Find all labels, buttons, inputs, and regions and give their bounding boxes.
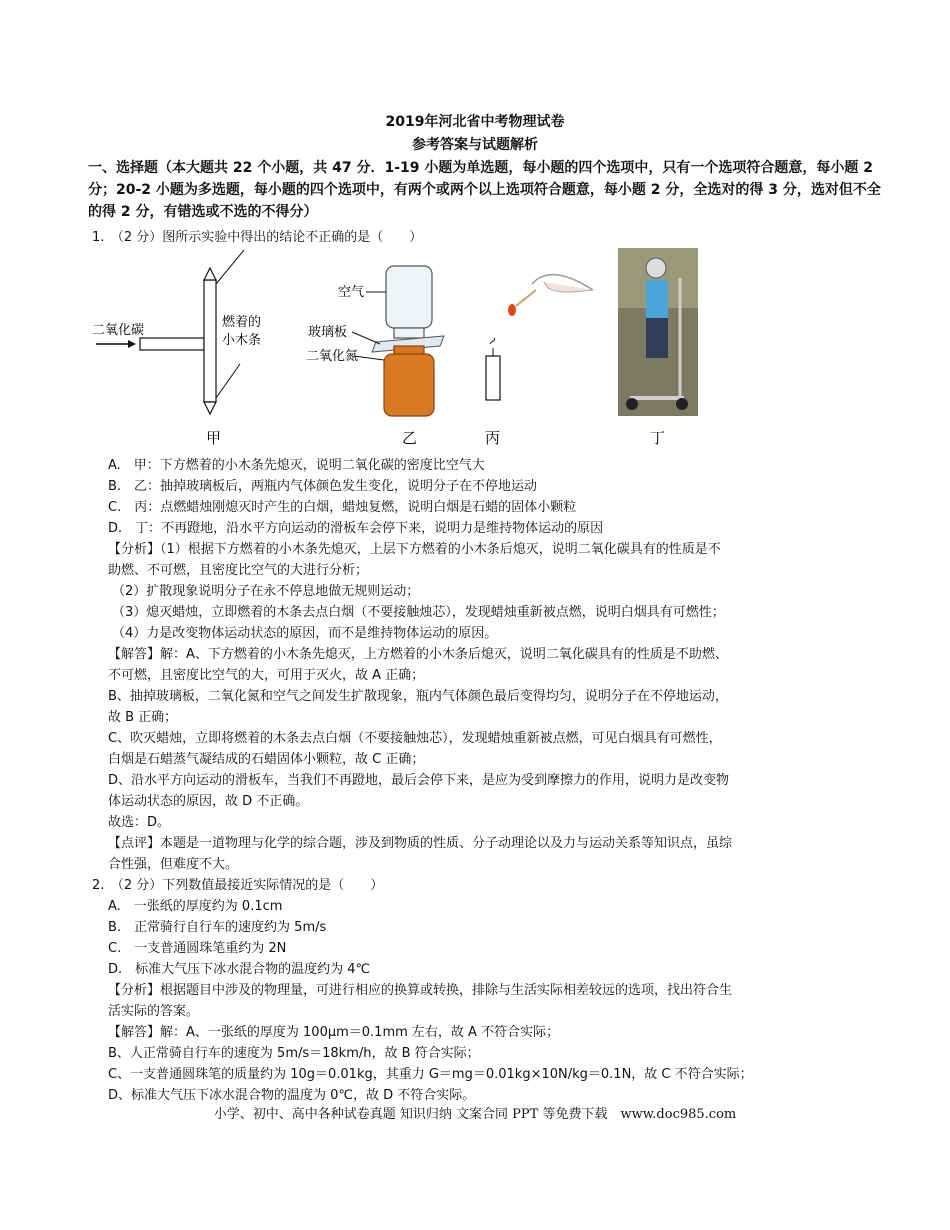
q1-stem: 1. （2 分）图所示实验中得出的结论不正确的是（ ） [92, 230, 423, 245]
q1-analysis-line: 助燃、不可燃，且密度比空气的大进行分析； [108, 563, 369, 578]
q2-option-b: B. 正常骑行自行车的速度约为 5m/s [108, 920, 327, 935]
q1-analysis-line: （4）力是改变物体运动状态的原因，而不是维持物体运动的原因。 [112, 626, 498, 641]
q1-option-c: C. 丙：点燃蜡烛刚熄灭时产生的白烟，蜡烛复燃，说明白烟是石蜡的固体小颗粒 [108, 500, 577, 515]
q1-option-a: A. 甲：下方燃着的小木条先熄灭，说明二氧化碳的密度比空气大 [108, 458, 485, 473]
label-air: 空气 [338, 285, 365, 300]
q1-analysis-line: （2）扩散现象说明分子在永不停息地做无规则运动； [112, 584, 420, 599]
pointer-line [354, 356, 384, 360]
q2-answer-line: D、标准大气压下冰水混合物的温度为 0℃，故 D 不符合实际。 [108, 1088, 476, 1103]
q1-answer-line: C、吹灭蜡烛，立即将燃着的木条去点白烟（不要接触烛芯），发现蜡烛重新被点燃，可见白烟具有可燃性， [108, 731, 722, 746]
pointer-line [216, 364, 240, 398]
figure-bing [485, 275, 593, 447]
wheel-icon [676, 398, 688, 410]
q2-option-c: C. 一支普通圆珠笔重约为 2N [108, 941, 287, 956]
child-pants [646, 318, 668, 358]
hand-icon [544, 282, 593, 292]
caption-bing: 丙 [485, 429, 501, 447]
pointer-line [352, 332, 380, 344]
wheel-icon [626, 398, 638, 410]
q2-answer-line: B、人正常骑自行车的速度为 5m/s＝18km/h，故 B 符合实际； [108, 1046, 480, 1061]
q1-comment-line: 合性强，但难度不大。 [108, 857, 239, 872]
candle [486, 356, 500, 400]
label-stick-1: 燃着的 [222, 315, 262, 330]
q2-analysis-line: 【分析】根据题目中涉及的物理量，可进行相应的换算或转换，排除与生活实际相差较远的选项，找出符合生 [108, 983, 733, 998]
figure-yi [306, 266, 444, 447]
page-footer[interactable]: 小学、初中、高中各种试卷真题 知识归纳 文案合同 PPT 等免费下载 www.doc985.com [213, 1107, 737, 1122]
q1-answer-line: D、沿水平方向运动的滑板车，当我们不再蹬地，最后会停下来，是应为受到摩擦力的作用，说明力是改变物 [108, 773, 730, 788]
helmet-icon [646, 258, 666, 278]
caption-yi: 乙 [402, 429, 418, 447]
q2-stem: 2. （2 分）下列数值最接近实际情况的是（ ） [92, 878, 384, 893]
tube-top-tip [204, 268, 216, 280]
q2-option-d: D. 标准大气压下冰水混合物的温度约为 4℃ [108, 962, 371, 977]
page-subtitle: 参考答案与试题解析 [412, 137, 538, 153]
q1-answer-line: 【解答】解：A、下方燃着的小木条先熄灭，上方燃着的小木条后熄灭，说明二氧化碳具有的性质是不助燃、 [108, 647, 728, 662]
arrow-head-icon [128, 340, 136, 348]
q2-option-a: A. 一张纸的厚度约为 0.1cm [108, 899, 283, 914]
match-stick [516, 290, 536, 306]
caption-jia: 甲 [206, 429, 222, 447]
page-title: 2019年河北省中考物理试卷 [385, 114, 565, 130]
q1-analysis-line: 【分析】（1）根据下方燃着的小木条先熄灭，上层下方燃着的小木条后熄灭，说明二氧化碳具有的性质是不 [108, 542, 721, 557]
q1-figure [88, 248, 708, 448]
tube-bottom-tip [204, 402, 216, 414]
q2-answer-line: C、一支普通圆珠笔的质量约为 10g＝0.01kg，其重力 G＝mg＝0.01kg×10N/kg＝0.1N，故 C 不符合实际； [108, 1067, 753, 1082]
q1-answer-line: 故 B 正确； [108, 710, 178, 725]
figure-jia [92, 250, 261, 447]
q2-answer-line: 【解答】解：A、一张纸的厚度为 100μm＝0.1mm 左右，故 A 不符合实际； [108, 1025, 560, 1040]
label-stick-2: 小木条 [222, 333, 262, 348]
label-co2: 二氧化碳 [92, 323, 145, 338]
q1-answer-line: 白烟是石蜡蒸气凝结成的石蜡固体小颗粒，故 C 正确； [108, 752, 425, 767]
upper-bottle-neck [394, 328, 424, 338]
section-heading: 一、选择题（本大题共 22 个小题，共 47 分．1-19 小题为单选题，每小题的四个选项中，只有一个选项符合题意，每小题 2 分；20-2 小题为多选题，每小题的四个选项中，有两个或两个以上选项符合题意，每小题 2 分，全选对的得 3 分，选对但不全的得 2 分，有错选或不选的不得分） [88, 160, 881, 220]
flame-icon [508, 304, 516, 316]
figure-ding [618, 248, 698, 447]
q1-answer-line: 故选：D。 [108, 815, 171, 830]
q1-answer-line: 体运动状态的原因，故 D 不正确。 [108, 794, 309, 809]
q1-option-d: D. 丁：不再蹬地，沿水平方向运动的滑板车会停下来，说明力是维持物体运动的原因 [108, 521, 604, 536]
label-glass: 玻璃板 [308, 325, 348, 340]
inlet-tube [140, 338, 204, 350]
lower-bottle [384, 354, 434, 416]
wick-smoke-icon [490, 338, 495, 356]
vertical-tube [204, 280, 216, 402]
q1-answer-line: 不可燃，且密度比空气的大，可用于灭火，故 A 正确； [108, 668, 425, 683]
q1-answer-line: B、抽掉玻璃板，二氧化氮和空气之间发生扩散现象，瓶内气体颜色最后变得均匀，说明分子在不停地运动， [108, 689, 728, 704]
q1-comment-line: 【点评】本题是一道物理与化学的综合题，涉及到物质的性质、分子动理论以及力与运动关系等知识点，虽综 [108, 836, 733, 851]
child-shirt [646, 280, 668, 318]
pointer-line [216, 250, 244, 284]
q2-analysis-line: 活实际的答案。 [108, 1004, 200, 1019]
q1-option-b: B. 乙：抽掉玻璃板后，两瓶内气体颜色发生变化，说明分子在不停地运动 [108, 479, 538, 494]
q1-analysis-line: （3）熄灭蜡烛，立即燃着的木条去点白烟（不要接触烛芯），发现蜡烛重新被点燃，说明白烟具有可燃性； [112, 605, 725, 620]
caption-ding: 丁 [650, 429, 666, 447]
label-no2: 二氧化氮 [306, 349, 359, 364]
upper-bottle [386, 266, 432, 328]
